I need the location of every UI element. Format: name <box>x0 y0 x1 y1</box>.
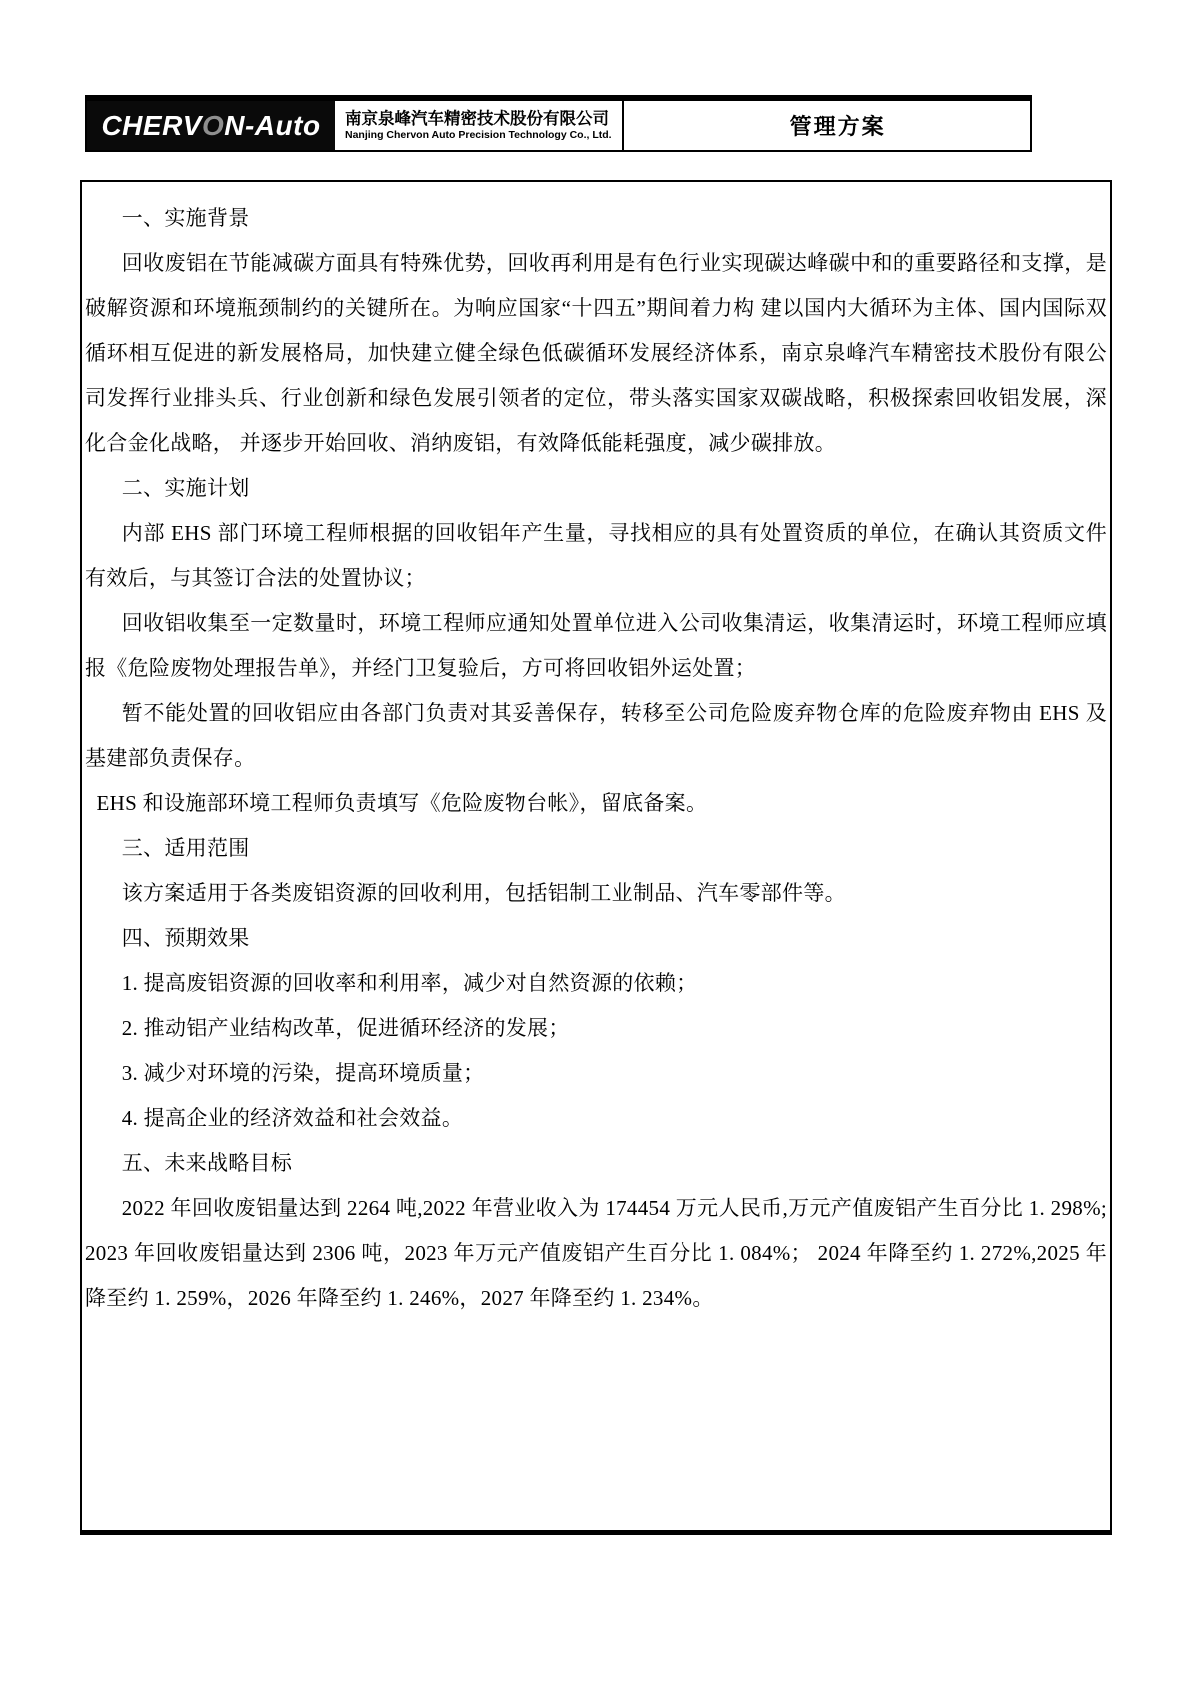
paragraph-scope: 该方案适用于各类废铝资源的回收利用，包括铝制工业制品、汽车零部件等。 <box>121 881 846 905</box>
company-logo <box>87 101 335 150</box>
company-name-cell <box>335 101 624 150</box>
list-item-result-2: 2. 推动铝产业结构改革，促进循环经济的发展； <box>121 1016 570 1040</box>
paragraph-plan-2: 回收铝收集至一定数量时，环境工程师应通知处置单位进入公司收集清运，收集清运时，环境工程师应填报《危险废物处理报告单》，并经门卫复验后，方可将回收铝外运处置； <box>85 611 1107 680</box>
heading-scope: 三、适用范围 <box>121 836 250 860</box>
paragraph-strategic-goals: 2022 年回收废铝量达到 2264 吨,2022 年营业收入为 174454 万元人民币,万元产值废铝产生百分比 1. 298%; 2023 年回收废铝量达到 2306 吨，2023 年万元产值废铝产生百分比 1. 084%； 2024 年降至约 1. 272%,2025 年降至约 1. 259%，2026 年降至约 1. 246%，2027 年降至约 1. 234%。 <box>85 1196 1107 1310</box>
company-name-chinese: 南京泉峰汽车精密技术股份有限公司 <box>345 110 609 128</box>
paragraph-plan-1: 内部 EHS 部门环境工程师根据的回收铝年产生量，寻找相应的具有处置资质的单位，在确认其资质文件有效后，与其签订合法的处置协议； <box>85 521 1107 590</box>
heading-expected-results: 四、预期效果 <box>121 926 250 950</box>
heading-strategic-goals: 五、未来战略目标 <box>121 1151 293 1175</box>
logo-text-prefix: CHERV <box>101 109 202 141</box>
heading-implementation-plan: 二、实施计划 <box>121 476 250 500</box>
logo-o-glyph: O <box>201 109 225 141</box>
document-title: 管理方案 <box>789 114 886 139</box>
logo-text-suffix: N-Auto <box>224 109 321 141</box>
paragraph-background: 回收废铝在节能减碳方面具有特殊优势，回收再利用是有色行业实现碳达峰碳中和的重要路径和支撑，是破解资源和环境瓶颈制约的关键所在。为响应国家“十四五”期间着力构 建以国内大循环为主体、国内国际双循环相互促进的新发展格局，加快建立健全绿色低碳循环发展经济体系，南京泉峰汽车精密技术股份有限公司发挥行业排头兵、行业创新和绿色发展引领者的定位，带头落实国家双碳战略，积极探索回收铝发展，深化合金化战略， 并逐步开始回收、消纳废铝，有效降低能耗强度，减少碳排放。 <box>85 251 1107 455</box>
company-name-english: Nanjing Chervon Auto Precision Technology Co., Ltd. <box>345 129 612 141</box>
document-body <box>80 180 1112 1535</box>
document-header <box>85 95 1032 152</box>
logo-text <box>101 110 320 142</box>
paragraph-plan-4: EHS 和设施部环境工程师负责填写《危险废物台帐》，留底备案。 <box>96 791 708 815</box>
list-item-result-4: 4. 提高企业的经济效益和社会效益。 <box>121 1106 464 1130</box>
paragraph-plan-3: 暂不能处置的回收铝应由各部门负责对其妥善保存，转移至公司危险废弃物仓库的危险废弃物由 EHS 及基建部负责保存。 <box>85 701 1107 770</box>
heading-implementation-background: 一、实施背景 <box>121 206 250 230</box>
list-item-result-3: 3. 减少对环境的污染，提高环境质量； <box>121 1061 485 1085</box>
list-item-result-1: 1. 提高废铝资源的回收率和利用率，减少对自然资源的依赖； <box>121 971 698 995</box>
